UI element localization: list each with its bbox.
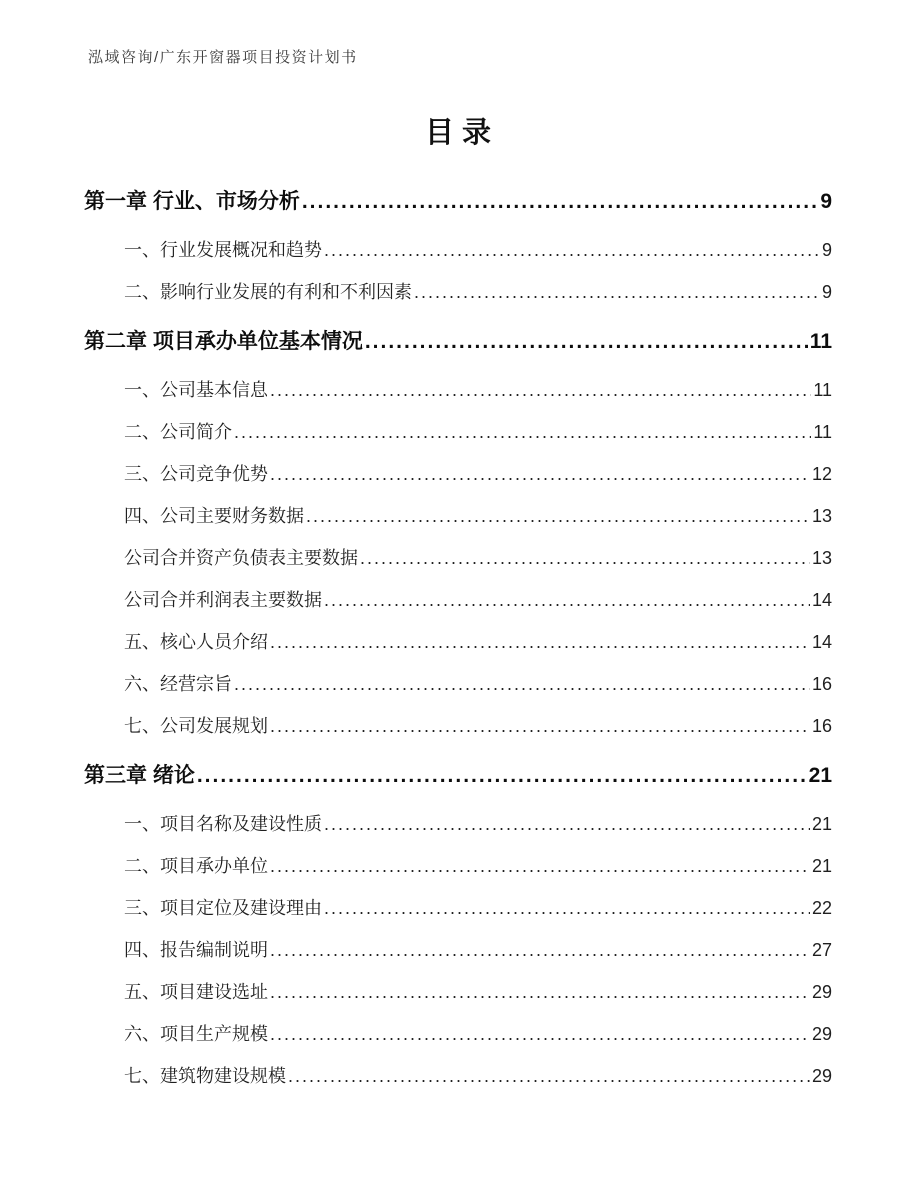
toc-entry-page: 13 [811, 506, 832, 526]
toc-entry-page: 29 [811, 1024, 832, 1044]
toc-item-row[interactable] [84, 845, 832, 887]
dot-leader [414, 271, 820, 313]
toc-item-row[interactable] [84, 411, 832, 453]
toc-entry-label: 七、公司发展规划 [124, 716, 268, 736]
toc-item-row[interactable] [84, 971, 832, 1013]
toc-item-row[interactable] [84, 663, 832, 705]
dot-leader [365, 327, 808, 357]
dot-leader [306, 495, 810, 537]
toc-item-row[interactable] [84, 229, 832, 271]
toc-item-row[interactable] [84, 579, 832, 621]
toc-entry-label: 五、核心人员介绍 [124, 632, 268, 652]
toc-entry-label: 五、项目建设选址 [124, 982, 268, 1002]
toc-item-row[interactable] [84, 705, 832, 747]
toc-entry-page: 16 [811, 674, 832, 694]
document-header: 泓域咨询/广东开窗器项目投资计划书 [88, 49, 358, 66]
toc-entry-label: 三、公司竞争优势 [124, 464, 268, 484]
toc-entry-label: 六、项目生产规模 [124, 1024, 268, 1044]
toc-entry-page: 14 [811, 590, 832, 610]
toc-entry-page: 21 [808, 764, 832, 787]
dot-leader [324, 887, 810, 929]
dot-leader [270, 453, 810, 495]
dot-leader [234, 411, 811, 453]
toc-entry-label: 一、项目名称及建设性质 [124, 814, 322, 834]
dot-leader [270, 1013, 810, 1055]
toc-entry-page: 9 [820, 190, 832, 213]
toc-entry-label: 三、项目定位及建设理由 [124, 898, 322, 918]
toc-title: 目录 [424, 117, 499, 149]
toc-entry-page: 27 [811, 940, 832, 960]
dot-leader [270, 621, 810, 663]
dot-leader [302, 187, 818, 217]
toc-item-row[interactable] [84, 929, 832, 971]
toc-item-row[interactable] [84, 1055, 832, 1097]
toc-item-row[interactable] [84, 453, 832, 495]
toc-item-row[interactable] [84, 887, 832, 929]
dot-leader [270, 369, 811, 411]
dot-leader [270, 705, 810, 747]
toc-chapter-row[interactable] [84, 327, 832, 357]
toc-entry-label: 第一章 行业、市场分析 [84, 190, 300, 213]
toc-item-row[interactable] [84, 803, 832, 845]
toc-item-row[interactable] [84, 1013, 832, 1055]
dot-leader [324, 229, 820, 271]
dot-leader [270, 929, 810, 971]
toc-entry-page: 9 [821, 240, 832, 260]
toc-entry-page: 22 [811, 898, 832, 918]
toc-entry-page: 14 [811, 632, 832, 652]
toc-entry-label: 第二章 项目承办单位基本情况 [84, 330, 363, 353]
toc-entry-label: 公司合并资产负债表主要数据 [124, 548, 358, 568]
toc-item-row[interactable] [84, 621, 832, 663]
dot-leader [324, 803, 810, 845]
toc-entry-page: 11 [813, 380, 832, 400]
toc-entry-page: 16 [811, 716, 832, 736]
toc-entry-page: 9 [821, 282, 832, 302]
toc-entry-label: 六、经营宗旨 [124, 674, 232, 694]
toc-entry-page: 29 [811, 1066, 832, 1086]
toc-entry-label: 四、公司主要财务数据 [124, 506, 304, 526]
dot-leader [197, 761, 807, 791]
toc-chapter-row[interactable] [84, 187, 832, 217]
dot-leader [270, 971, 810, 1013]
toc-item-row[interactable] [84, 495, 832, 537]
toc-item-row[interactable] [84, 369, 832, 411]
toc-entry-page: 12 [811, 464, 832, 484]
toc-entry-label: 一、公司基本信息 [124, 380, 268, 400]
dot-leader [234, 663, 810, 705]
toc-entry-page: 21 [811, 856, 832, 876]
toc-item-row[interactable] [84, 537, 832, 579]
toc-entry-label: 二、公司简介 [124, 422, 232, 442]
toc-entry-label: 公司合并利润表主要数据 [124, 590, 322, 610]
toc-chapter-row[interactable] [84, 761, 832, 791]
dot-leader [270, 845, 810, 887]
toc-entry-label: 第三章 绪论 [84, 764, 195, 787]
toc-entry-label: 一、行业发展概况和趋势 [124, 240, 322, 260]
toc-entry-page: 11 [809, 330, 832, 353]
dot-leader [288, 1055, 810, 1097]
toc-entry-page: 21 [811, 814, 832, 834]
toc-entry-label: 七、建筑物建设规模 [124, 1066, 286, 1086]
toc-entry-label: 二、项目承办单位 [124, 856, 268, 876]
toc-list [84, 187, 832, 1097]
toc-entry-page: 11 [813, 422, 832, 442]
toc-entry-page: 29 [811, 982, 832, 1002]
toc-entry-page: 13 [811, 548, 832, 568]
toc-entry-label: 四、报告编制说明 [124, 940, 268, 960]
dot-leader [360, 537, 810, 579]
toc-item-row[interactable] [84, 271, 832, 313]
dot-leader [324, 579, 810, 621]
toc-entry-label: 二、影响行业发展的有利和不利因素 [124, 282, 412, 302]
